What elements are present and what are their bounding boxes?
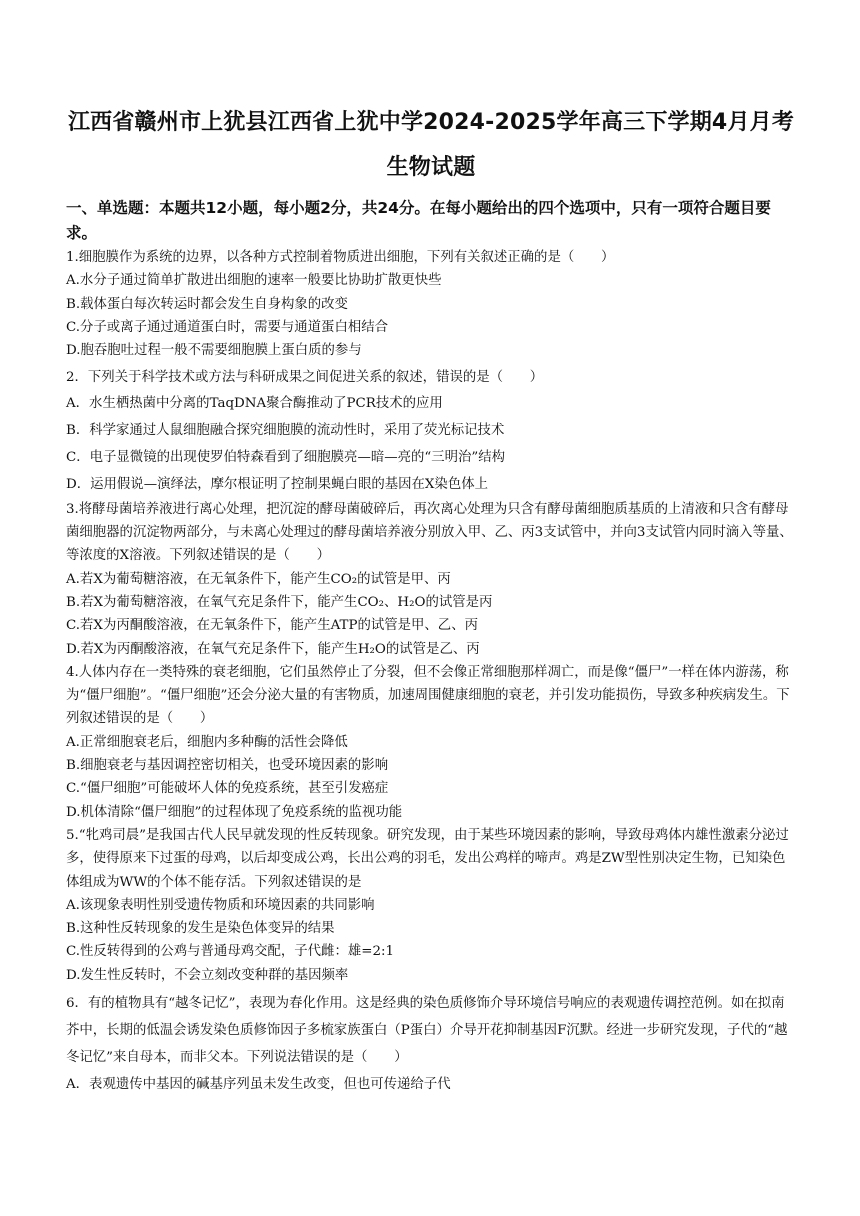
page-title: 江西省赣州市上犹县江西省上犹中学2024-2025学年高三下学期4月月考生物试题	[67, 110, 795, 180]
option-c: C.性反转得到的公鸡与普通母鸡交配，子代雌：雄=2:1	[66, 944, 394, 960]
option-c: C.分子或离子通过通道蛋白时，需要与通道蛋白相结合	[66, 319, 389, 335]
option-c: C．电子显微镜的出现使罗伯特森看到了细胞膜亮—暗—亮的“三明治”结构	[66, 449, 506, 465]
option-c: C.若X为丙酮酸溶液，在无氧条件下，能产生ATP的试管是甲、乙、丙	[66, 618, 478, 634]
option-a: A．水生栖热菌中分离的TaqDNA聚合酶推动了PCR技术的应用	[66, 395, 443, 411]
option-a: A.该现象表明性别受遗传物质和环境因素的共同影响	[66, 897, 375, 913]
option-b: B．科学家通过人鼠细胞融合探究细胞膜的流动性时，采用了荧光标记技术	[66, 422, 505, 438]
option-a: A.水分子通过简单扩散进出细胞的速率一般要比协助扩散更快些	[66, 273, 442, 289]
question-stem: 4.人体内存在一类特殊的衰老细胞，它们虽然停止了分裂，但不会像正常细胞那样凋亡，而是像“僵尸”一样在体内游荡，称为“僵尸细胞”。“僵尸细胞”还会分泌大量的有害物质，加速周围健康细胞的衰老，并引发功能损伤，导致多种疾病发生。下列叙述错误的是（ ）	[66, 664, 790, 727]
option-a: A.若X为葡萄糖溶液，在无氧条件下，能产生CO₂的试管是甲、丙	[66, 571, 451, 587]
option-d: D.胞吞胞吐过程一般不需要细胞膜上蛋白质的参与	[66, 343, 362, 359]
question-3	[66, 498, 796, 661]
question-4	[66, 661, 796, 824]
question-5	[66, 824, 796, 987]
option-c: C.“僵尸细胞”可能破坏人体的免疫系统，甚至引发癌症	[66, 781, 389, 797]
question-1	[66, 246, 796, 362]
option-b: B.这种性反转现象的发生是染色体变异的结果	[66, 921, 335, 937]
option-d: D.若X为丙酮酸溶液，在氧气充足条件下，能产生H₂O的试管是乙、丙	[66, 641, 480, 657]
option-b: B.细胞衰老与基因调控密切相关，也受环境因素的影响	[66, 758, 389, 774]
exam-page	[66, 100, 796, 1098]
option-b: B.载体蛋白每次转运时都会发生自身构象的改变	[66, 296, 348, 312]
question-stem: 6．有的植物具有“越冬记忆”，表现为春化作用。这是经典的染色质修饰介导环境信号响应的表观遗传调控范例。如在拟南芥中，长期的低温会诱发染色质修饰因子多梳家族蛋白（P蛋白）介导开花抑制基因F沉默。经进一步研究发现，子代的“越冬记忆”来自母本，而非父本。下列说法错误的是（ ）	[66, 996, 788, 1066]
option-d: D.机体清除“僵尸细胞”的过程体现了免疫系统的监视功能	[66, 804, 403, 820]
section-heading: 一、单选题：本题共12小题，每小题2分，共24分。在每小题给出的四个选项中，只有一项符合题目要求。	[66, 199, 771, 242]
option-b: B.若X为葡萄糖溶液，在氧气充足条件下，能产生CO₂、H₂O的试管是丙	[66, 594, 493, 610]
option-d: D.发生性反转时，不会立刻改变种群的基因频率	[66, 967, 349, 983]
question-2	[66, 366, 796, 497]
question-6	[66, 990, 796, 1098]
option-d: D．运用假说—演绎法，摩尔根证明了控制果蝇白眼的基因在X染色体上	[66, 476, 488, 492]
option-a: A.正常细胞衰老后，细胞内多种酶的活性会降低	[66, 734, 348, 750]
question-stem: 2．下列关于科学技术或方法与科研成果之间促进关系的叙述，错误的是（ ）	[66, 370, 544, 386]
question-stem: 1.细胞膜作为系统的边界，以各种方式控制着物质进出细胞，下列有关叙述正确的是（ ）	[66, 250, 615, 265]
question-stem: 5.“牝鸡司晨”是我国古代人民早就发现的性反转现象。研究发现，由于某些环境因素的影响，导致母鸡体内雄性激素分泌过多，使得原来下过蛋的母鸡，以后却变成公鸡，长出公鸡的羽毛，发出公鸡样的啼声。鸡是ZW型性别决定生物，已知染色体组成为WW的个体不能存活。下列叙述错误的是	[66, 827, 789, 890]
question-stem: 3.将酵母菌培养液进行离心处理，把沉淀的酵母菌破碎后，再次离心处理为只含有酵母菌细胞质基质的上清液和只含有酵母菌细胞器的沉淀物两部分，与未离心处理过的酵母菌培养液分别放入甲、乙、丙3支试管中，并向3支试管内同时滴入等量、等浓度的X溶液。下列叙述错误的是（ ）	[66, 501, 793, 564]
option-a: A．表观遗传中基因的碱基序列虽未发生改变，但也可传递给子代	[66, 1077, 451, 1093]
